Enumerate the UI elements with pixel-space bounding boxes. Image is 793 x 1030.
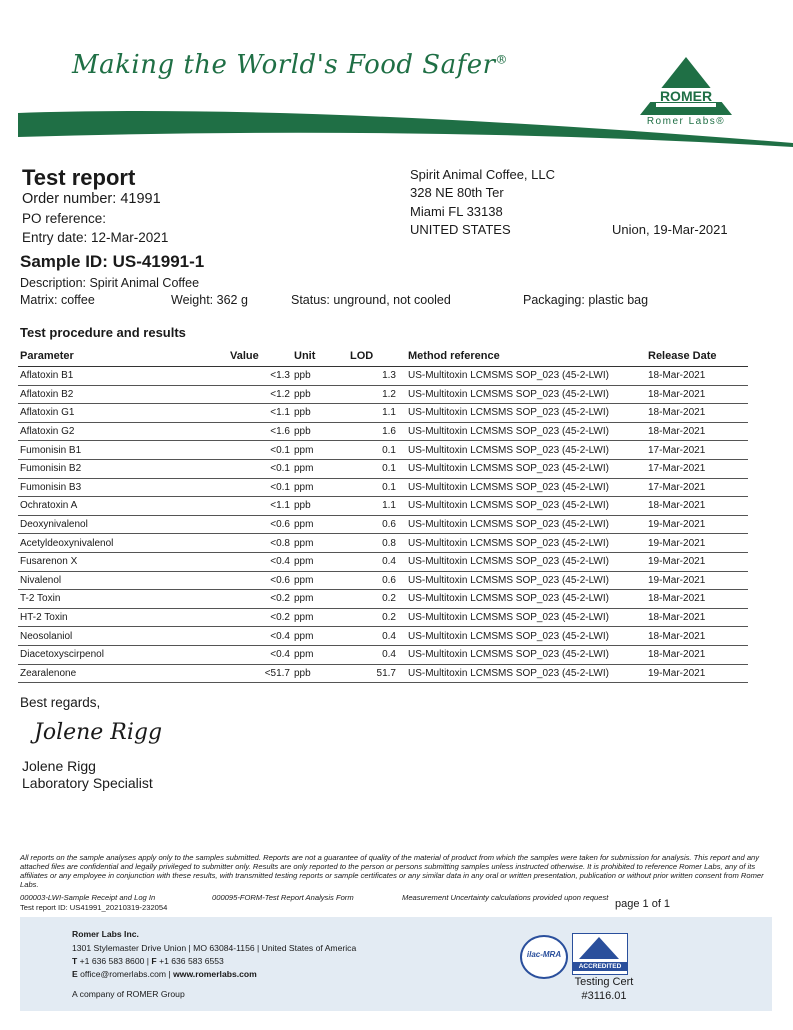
cell-unit: ppb xyxy=(292,497,348,516)
footer-phone-line: T +1 636 583 8600 | F +1 636 583 6553 xyxy=(72,956,224,966)
cell-lod: 0.2 xyxy=(348,608,406,627)
signer-name: Jolene Rigg xyxy=(22,758,96,774)
romer-logo-icon xyxy=(636,55,736,117)
cell-date: 18-Mar-2021 xyxy=(646,645,748,664)
cell-unit: ppm xyxy=(292,534,348,553)
client-street: 328 NE 80th Ter xyxy=(410,185,504,200)
table-row xyxy=(18,515,748,534)
table-row xyxy=(18,590,748,609)
header-value: Value xyxy=(228,346,292,367)
cell-method: US-Multitoxin LCMSMS SOP_023 (45-2-LWI) xyxy=(406,404,646,423)
cell-unit: ppm xyxy=(292,590,348,609)
client-city: Miami FL 33138 xyxy=(410,204,503,219)
logo-wordmark: ROMER xyxy=(659,88,713,104)
cell-method: US-Multitoxin LCMSMS SOP_023 (45-2-LWI) xyxy=(406,590,646,609)
cell-parameter: Neosolaniol xyxy=(18,627,228,646)
cell-method: US-Multitoxin LCMSMS SOP_023 (45-2-LWI) xyxy=(406,627,646,646)
results-table xyxy=(18,346,748,683)
cell-value: <0.2 xyxy=(228,608,292,627)
footer-website[interactable]: www.romerlabs.com xyxy=(173,969,257,979)
cell-lod: 1.2 xyxy=(348,385,406,404)
slogan: Making the World's Food Safer® xyxy=(72,50,509,80)
ilac-mra-badge-icon: ilac-MRA xyxy=(520,935,568,979)
doc-ref-3: Measurement Uncertainty calculations provided upon request xyxy=(402,893,609,902)
sample-status: Status: unground, not cooled xyxy=(291,293,451,307)
cell-method: US-Multitoxin LCMSMS SOP_023 (45-2-LWI) xyxy=(406,422,646,441)
header-lod: LOD xyxy=(348,346,406,367)
cell-unit: ppm xyxy=(292,552,348,571)
cell-date: 18-Mar-2021 xyxy=(646,590,748,609)
cell-method: US-Multitoxin LCMSMS SOP_023 (45-2-LWI) xyxy=(406,441,646,460)
client-country: UNITED STATES xyxy=(410,222,511,237)
report-id: Test report ID: US41991_20210319-232054 xyxy=(20,903,168,912)
sample-matrix: Matrix: coffee xyxy=(20,293,95,307)
table-row xyxy=(18,627,748,646)
report-title: Test report xyxy=(22,165,136,190)
cell-method: US-Multitoxin LCMSMS SOP_023 (45-2-LWI) xyxy=(406,645,646,664)
cell-unit: ppm xyxy=(292,627,348,646)
cell-date: 19-Mar-2021 xyxy=(646,664,748,683)
cell-parameter: Zearalenone xyxy=(18,664,228,683)
cell-parameter: Fumonisin B2 xyxy=(18,459,228,478)
cell-method: US-Multitoxin LCMSMS SOP_023 (45-2-LWI) xyxy=(406,608,646,627)
cert-number: #3116.01 xyxy=(581,990,627,1002)
header-release-date: Release Date xyxy=(646,346,748,367)
sample-packaging: Packaging: plastic bag xyxy=(523,293,649,307)
regards: Best regards, xyxy=(20,695,101,710)
entry-date: Entry date: 12-Mar-2021 xyxy=(22,230,169,245)
disclaimer-text: All reports on the sample analyses apply only to the samples submitted. Reports are not a guarantee of quality of the material of product from which the samples were taken for submission for analysis. This report and any attached files are confidential and legally privileged to submitter only. Results are only reported to the person or persons submitting samples unless instructed otherwise. It is prohibited to reference Romer Labs, any of its affiliates or any employee in conjunction with these results, with transmitted testing reports or sample certificates or any similar data in any oral or written presentation, publication or without prior written consent from Romer Labs. xyxy=(20,853,764,889)
cell-parameter: Ochratoxin A xyxy=(18,497,228,516)
cell-method: US-Multitoxin LCMSMS SOP_023 (45-2-LWI) xyxy=(406,459,646,478)
table-header-row xyxy=(18,346,748,367)
cell-date: 18-Mar-2021 xyxy=(646,497,748,516)
cell-lod: 1.1 xyxy=(348,497,406,516)
sample-id: Sample ID: US-41991-1 xyxy=(20,252,205,271)
table-row xyxy=(18,497,748,516)
cell-value: <1.1 xyxy=(228,497,292,516)
cell-value: <0.4 xyxy=(228,645,292,664)
cell-parameter: HT-2 Toxin xyxy=(18,608,228,627)
cell-lod: 0.4 xyxy=(348,552,406,571)
table-row xyxy=(18,385,748,404)
header-parameter: Parameter xyxy=(18,346,228,367)
cell-unit: ppm xyxy=(292,441,348,460)
cell-lod: 0.6 xyxy=(348,515,406,534)
cell-method: US-Multitoxin LCMSMS SOP_023 (45-2-LWI) xyxy=(406,664,646,683)
doc-ref-1: 000003-LWI-Sample Receipt and Log In xyxy=(20,893,156,902)
cell-parameter: Acetyldeoxynivalenol xyxy=(18,534,228,553)
cell-date: 17-Mar-2021 xyxy=(646,459,748,478)
footer-email[interactable]: office@romerlabs.com xyxy=(80,969,167,979)
table-row xyxy=(18,404,748,423)
order-number: Order number: 41991 xyxy=(22,191,161,207)
cell-lod: 0.1 xyxy=(348,441,406,460)
table-row xyxy=(18,664,748,683)
footer-group: A company of ROMER Group xyxy=(72,989,185,999)
table-row xyxy=(18,552,748,571)
cell-value: <0.1 xyxy=(228,441,292,460)
cell-unit: ppm xyxy=(292,478,348,497)
cell-date: 18-Mar-2021 xyxy=(646,404,748,423)
cell-lod: 0.1 xyxy=(348,459,406,478)
cell-lod: 0.6 xyxy=(348,571,406,590)
table-row xyxy=(18,478,748,497)
cell-date: 19-Mar-2021 xyxy=(646,571,748,590)
cell-date: 18-Mar-2021 xyxy=(646,367,748,386)
a2la-badge-icon: ACCREDITED xyxy=(572,933,628,975)
cell-parameter: Fumonisin B1 xyxy=(18,441,228,460)
cell-parameter: Deoxynivalenol xyxy=(18,515,228,534)
cell-lod: 0.4 xyxy=(348,645,406,664)
cell-method: US-Multitoxin LCMSMS SOP_023 (45-2-LWI) xyxy=(406,478,646,497)
table-row xyxy=(18,534,748,553)
signer-role: Laboratory Specialist xyxy=(22,775,153,791)
cell-value: <1.3 xyxy=(228,367,292,386)
cert-label: Testing Cert xyxy=(574,976,634,988)
cell-value: <1.1 xyxy=(228,404,292,423)
sample-description: Description: Spirit Animal Coffee xyxy=(20,276,200,290)
cell-method: US-Multitoxin LCMSMS SOP_023 (45-2-LWI) xyxy=(406,571,646,590)
doc-ref-2: 000095-FORM-Test Report Analysis Form xyxy=(212,893,354,902)
cell-unit: ppb xyxy=(292,404,348,423)
signature: Jolene Rigg xyxy=(34,720,163,745)
cell-parameter: T-2 Toxin xyxy=(18,590,228,609)
cell-lod: 51.7 xyxy=(348,664,406,683)
cell-lod: 0.2 xyxy=(348,590,406,609)
cell-value: <0.6 xyxy=(228,515,292,534)
cell-parameter: Diacetoxyscirpenol xyxy=(18,645,228,664)
cell-value: <0.6 xyxy=(228,571,292,590)
footer-contact-line: E office@romerlabs.com | www.romerlabs.com xyxy=(72,969,257,979)
table-row xyxy=(18,459,748,478)
client-name: Spirit Animal Coffee, LLC xyxy=(410,167,555,182)
cell-date: 18-Mar-2021 xyxy=(646,608,748,627)
cell-method: US-Multitoxin LCMSMS SOP_023 (45-2-LWI) xyxy=(406,367,646,386)
cell-date: 18-Mar-2021 xyxy=(646,385,748,404)
cell-parameter: Nivalenol xyxy=(18,571,228,590)
cell-method: US-Multitoxin LCMSMS SOP_023 (45-2-LWI) xyxy=(406,515,646,534)
cell-method: US-Multitoxin LCMSMS SOP_023 (45-2-LWI) xyxy=(406,534,646,553)
cell-date: 17-Mar-2021 xyxy=(646,478,748,497)
cell-unit: ppb xyxy=(292,367,348,386)
cell-value: <0.2 xyxy=(228,590,292,609)
table-row xyxy=(18,645,748,664)
po-reference: PO reference: xyxy=(22,211,107,226)
cell-date: 17-Mar-2021 xyxy=(646,441,748,460)
cell-lod: 0.4 xyxy=(348,627,406,646)
cell-unit: ppm xyxy=(292,571,348,590)
cell-value: <0.8 xyxy=(228,534,292,553)
table-row xyxy=(18,441,748,460)
footer-company: Romer Labs Inc. xyxy=(72,929,139,939)
page-number: page 1 of 1 xyxy=(615,898,671,910)
table-row xyxy=(18,608,748,627)
cell-parameter: Fumonisin B3 xyxy=(18,478,228,497)
cell-date: 18-Mar-2021 xyxy=(646,627,748,646)
cell-value: <1.2 xyxy=(228,385,292,404)
cell-method: US-Multitoxin LCMSMS SOP_023 (45-2-LWI) xyxy=(406,552,646,571)
header-unit: Unit xyxy=(292,346,348,367)
footer-address: 1301 Stylemaster Drive Union | MO 63084-1156 | United States of America xyxy=(72,943,357,953)
cell-date: 18-Mar-2021 xyxy=(646,422,748,441)
sample-weight: Weight: 362 g xyxy=(171,293,248,307)
cell-parameter: Aflatoxin B1 xyxy=(18,367,228,386)
cell-parameter: Aflatoxin G2 xyxy=(18,422,228,441)
cell-unit: ppm xyxy=(292,608,348,627)
cell-lod: 1.3 xyxy=(348,367,406,386)
table-row xyxy=(18,571,748,590)
cell-value: <0.1 xyxy=(228,478,292,497)
cell-method: US-Multitoxin LCMSMS SOP_023 (45-2-LWI) xyxy=(406,385,646,404)
cell-parameter: Fusarenon X xyxy=(18,552,228,571)
cell-value: <1.6 xyxy=(228,422,292,441)
cell-lod: 1.6 xyxy=(348,422,406,441)
cell-unit: ppb xyxy=(292,422,348,441)
cell-lod: 0.8 xyxy=(348,534,406,553)
section-title: Test procedure and results xyxy=(20,325,186,340)
cell-unit: ppm xyxy=(292,515,348,534)
table-row xyxy=(18,367,748,386)
cell-value: <0.4 xyxy=(228,552,292,571)
place-date: Union, 19-Mar-2021 xyxy=(612,222,728,237)
cell-parameter: Aflatoxin B2 xyxy=(18,385,228,404)
logo-subtext: Romer Labs® xyxy=(646,116,726,127)
cell-unit: ppm xyxy=(292,459,348,478)
cell-lod: 1.1 xyxy=(348,404,406,423)
cell-parameter: Aflatoxin G1 xyxy=(18,404,228,423)
cell-unit: ppb xyxy=(292,664,348,683)
cell-unit: ppm xyxy=(292,645,348,664)
cell-value: <51.7 xyxy=(228,664,292,683)
cell-date: 19-Mar-2021 xyxy=(646,534,748,553)
cell-method: US-Multitoxin LCMSMS SOP_023 (45-2-LWI) xyxy=(406,497,646,516)
cell-date: 19-Mar-2021 xyxy=(646,515,748,534)
cell-lod: 0.1 xyxy=(348,478,406,497)
table-row xyxy=(18,422,748,441)
cell-value: <0.1 xyxy=(228,459,292,478)
cell-date: 19-Mar-2021 xyxy=(646,552,748,571)
cell-unit: ppb xyxy=(292,385,348,404)
cell-value: <0.4 xyxy=(228,627,292,646)
header-method: Method reference xyxy=(406,346,646,367)
